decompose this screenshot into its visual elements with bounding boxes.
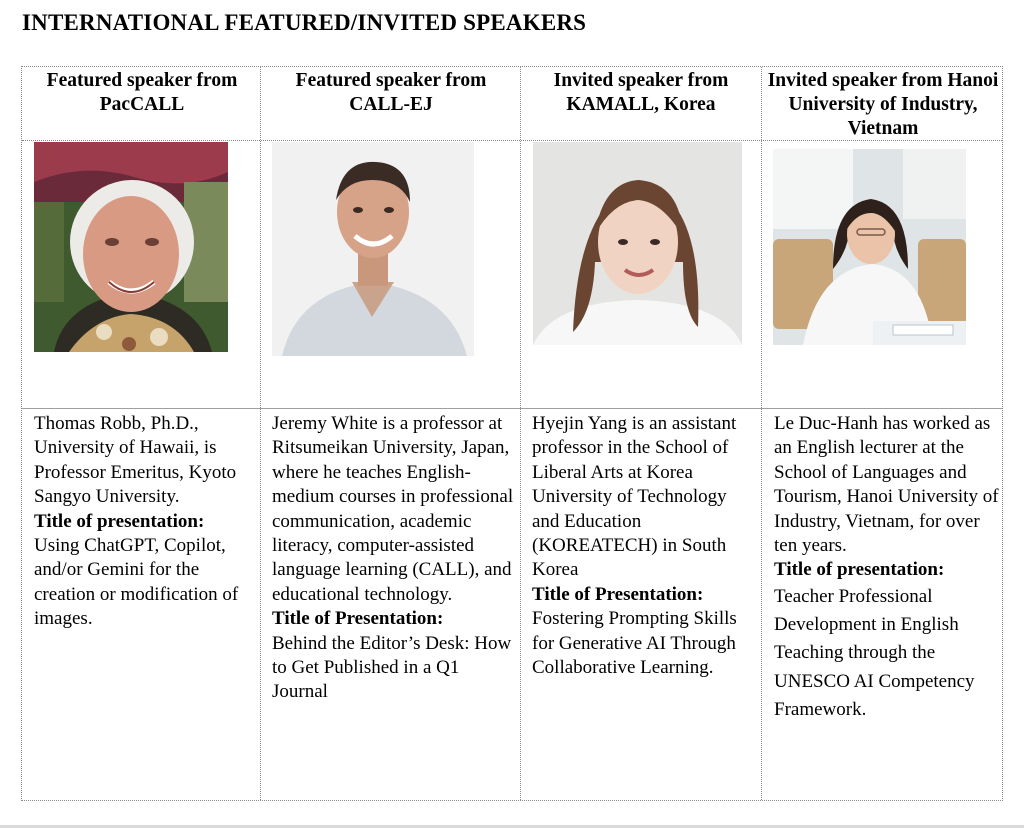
speakers-table (21, 66, 1003, 801)
speaker-1-bio-cell (34, 412, 256, 632)
row-divider (22, 408, 1002, 409)
speaker-1-photo (34, 142, 228, 352)
speaker-3-presentation-title: Fostering Prompting Skills for Generative AI Through Collaborative Learning. (532, 608, 737, 679)
speaker-2-photo (272, 142, 474, 356)
speaker-4-presentation-title: Teacher Professional Development in English Teaching through the UNESCO AI Competency Framework. (774, 585, 975, 721)
speaker-2-header: Featured speaker from CALL-EJ (295, 70, 487, 115)
speaker-1-bio: Thomas Robb, Ph.D., University of Hawaii, is Professor Emeritus, Kyoto Sangyo University. (34, 413, 237, 508)
speaker-4-title-label: Title of presentation: (774, 559, 945, 581)
speaker-3-photo (533, 142, 742, 345)
speaker-1-header: Featured speaker from PacCALL (46, 70, 238, 115)
speaker-3-bio-cell (532, 412, 752, 680)
speaker-2-title-label: Title of Presentation: (272, 608, 444, 630)
column-divider (260, 67, 261, 800)
column-divider (761, 67, 762, 800)
speaker-2-bio-cell (272, 412, 514, 705)
speaker-4-bio-cell (774, 412, 1000, 724)
speaker-4-header: Invited speaker from Hanoi University of Industry, Vietnam (767, 70, 999, 139)
speaker-4-photo (773, 149, 966, 345)
speaker-2-bio: Jeremy White is a professor at Ritsumeikan University, Japan, where he teaches English-medium courses in professional communication, academic literacy, computer-assisted language learning (CALL), and educational technology. (272, 413, 514, 605)
speaker-3-bio: Hyejin Yang is an assistant professor in the School of Liberal Arts at Korea University of Technology and Education (KOREATECH) in South Korea (532, 413, 737, 581)
page-title: INTERNATIONAL FEATURED/INVITED SPEAKERS (22, 10, 587, 35)
speaker-3-title-label: Title of Presentation: (532, 583, 704, 605)
column-divider (520, 67, 521, 800)
speaker-2-presentation-title: Behind the Editor’s Desk: How to Get Published in a Q1 Journal (272, 632, 512, 703)
speaker-3-header: Invited speaker from KAMALL, Korea (553, 70, 729, 115)
speaker-1-title-label: Title of presentation: (34, 510, 205, 532)
speaker-1-presentation-title: Using ChatGPT, Copilot, and/or Gemini for the creation or modification of images. (34, 535, 239, 630)
speaker-4-bio: Le Duc-Hanh has worked as an English lecturer at the School of Languages and Tourism, Hanoi University of Industry, Vietnam, for over ten years. (774, 413, 999, 557)
